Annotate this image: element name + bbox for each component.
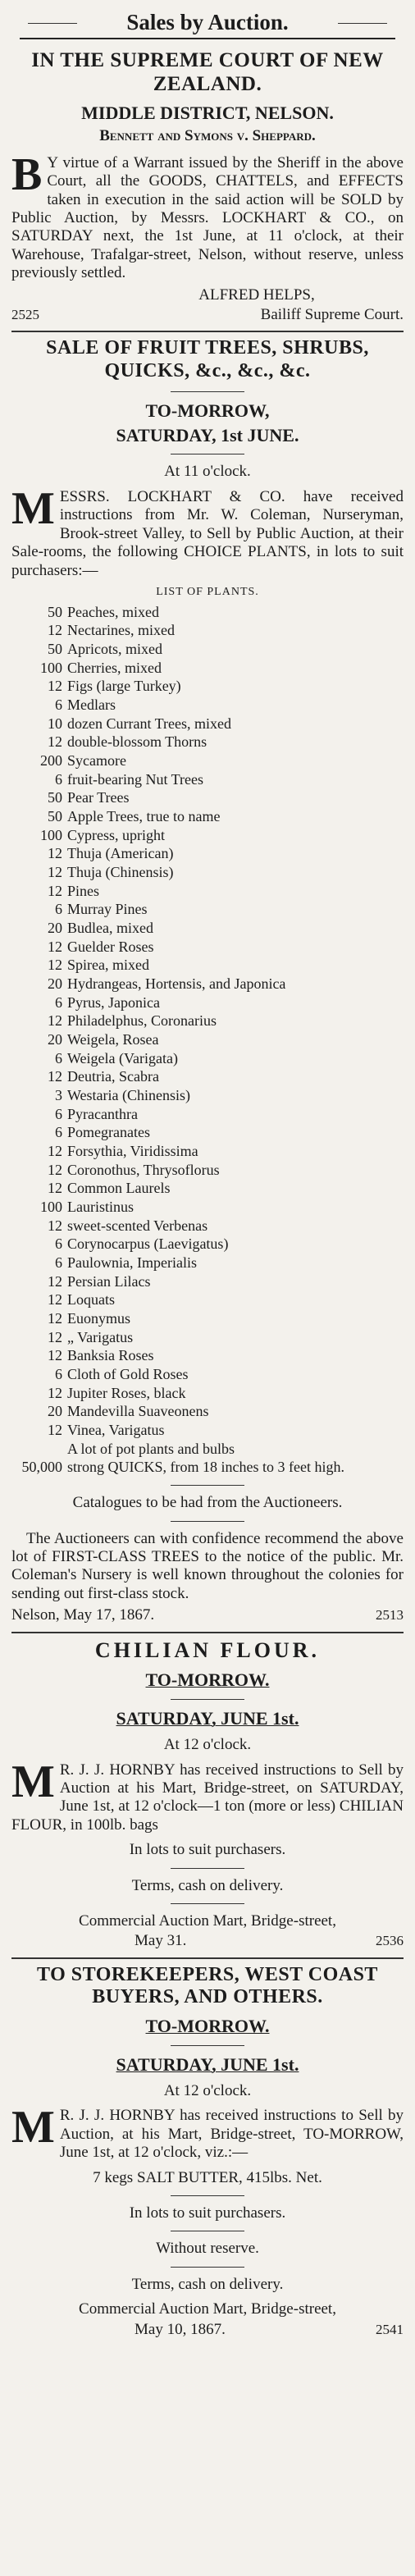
plant-list-item (11, 715, 404, 733)
ad-number: 2536 (376, 1933, 404, 1949)
plant-quantity: 12 (48, 1328, 62, 1345)
plant-name: Weigela, Rosea (67, 1030, 159, 1048)
plant-name: Budlea, mixed (67, 919, 153, 936)
plant-list-item (11, 1086, 404, 1105)
plant-list-item (11, 603, 404, 622)
plant-list-item (11, 1402, 404, 1421)
ad-supreme-court (11, 44, 404, 333)
plant-list-item (11, 882, 404, 901)
plant-quantity: 6 (55, 770, 62, 788)
ad-title: TO STOREKEEPERS, WEST COAST BUYERS, AND OTHERS. (37, 1963, 378, 2008)
plant-name: Jupiter Roses, black (67, 1384, 186, 1401)
plant-quantity: 12 (48, 733, 62, 751)
section-heading: Sales by Auction. (20, 5, 395, 39)
plant-list-heading: LIST OF PLANTS. (156, 585, 259, 598)
plant-quantity: 50 (48, 789, 62, 806)
plant-list-item (11, 1309, 404, 1328)
ad-fruit-trees (11, 332, 404, 1633)
divider (171, 1521, 244, 1522)
ad-signature-line (11, 306, 404, 324)
plant-quantity: 12 (48, 938, 62, 955)
plant-name: Common Laurels (67, 1180, 171, 1197)
ad-body (11, 2102, 404, 2162)
plant-name: Westaria (Chinensis) (67, 1087, 191, 1103)
plant-name: Paulownia, Imperialis (67, 1254, 197, 1272)
ad-body (11, 482, 404, 580)
ad-title: CHILIAN FLOUR. (94, 1637, 321, 1662)
drop-cap: M (11, 482, 55, 534)
plant-list-item (11, 844, 404, 863)
ad-case: Bennett and Symons v. Sheppard. (99, 127, 316, 145)
plant-name: Nectarines, mixed (67, 622, 175, 639)
plant-name: Hydrangeas, Hortensis, and Japonica (67, 975, 286, 992)
plant-quantity: 12 (48, 678, 62, 695)
divider (171, 1699, 244, 1700)
ad-title: IN THE SUPREME COURT OF NEW ZEALAND. (31, 48, 384, 95)
ad-catalogues: Catalogues to be had from the Auctioneers. (72, 1494, 343, 1512)
plant-quantity: 50 (48, 603, 62, 620)
plant-name: Medlars (67, 696, 116, 713)
plant-quantity: 12 (48, 1217, 62, 1234)
plant-name: Cherries, mixed (67, 659, 162, 676)
ad-when-day: TO-MORROW. (145, 2015, 270, 2036)
ad-number: 2541 (376, 2321, 404, 2337)
plant-name: Spirea, mixed (67, 957, 149, 974)
divider (171, 1868, 244, 1869)
plant-name: Pyrus, Japonica (67, 993, 160, 1011)
plant-list-item (11, 770, 404, 789)
plant-name: Pomegranates (67, 1124, 150, 1141)
plant-name: Coronothus, Thrysoflorus (67, 1161, 220, 1178)
plant-list-item (11, 640, 404, 659)
plant-list-item (11, 1421, 404, 1440)
plant-list-item (11, 1384, 404, 1403)
plant-list-item (11, 919, 404, 938)
drop-cap: M (11, 2102, 55, 2154)
plant-list-item (11, 751, 404, 770)
plant-name: Guelder Roses (67, 938, 154, 955)
divider (171, 2045, 244, 2046)
plant-name: Mandevilla Suaveonens (67, 1403, 209, 1420)
plant-list (11, 585, 404, 1477)
ad-time: At 11 o'clock. (164, 463, 251, 481)
plant-list-item (11, 1123, 404, 1142)
plant-list-item (11, 1328, 404, 1347)
plant-quantity: 100 (40, 1199, 62, 1216)
plant-name: Pyracanthra (67, 1105, 138, 1122)
ad-reserve: Without reserve. (156, 2240, 259, 2258)
plant-quantity: 20 (48, 1403, 62, 1420)
ad-when-date: SATURDAY, 1st JUNE. (116, 424, 299, 445)
plant-quantity: 10 (48, 715, 62, 732)
plant-quantity: 50 (48, 640, 62, 657)
plant-name: Weigela (Varigata) (67, 1049, 178, 1066)
plant-name: Thuja (American) (67, 845, 174, 862)
plant-quantity: 20 (48, 975, 62, 992)
ad-terms: Terms, cash on delivery. (131, 1876, 284, 1894)
plant-name: Loquats (67, 1291, 115, 1309)
ad-date-row (11, 1932, 404, 1950)
ad-district: MIDDLE DISTRICT, NELSON. (81, 103, 334, 124)
plant-list-item (11, 863, 404, 882)
plant-name: double-blossom Thorns (67, 733, 208, 751)
plant-list-item (11, 621, 404, 640)
plant-list-item (11, 975, 404, 993)
plant-list-item (11, 1346, 404, 1365)
plant-quantity: 12 (48, 622, 62, 639)
drop-cap: M (11, 1756, 55, 1807)
plant-list-item (11, 938, 404, 957)
plant-quantity: 6 (55, 696, 62, 713)
plant-quantity: 12 (48, 1384, 62, 1401)
ad-storekeepers (11, 1959, 404, 2345)
ad-number: 2525 (11, 306, 39, 322)
plant-name: strong QUICKS, from 18 inches to 3 feet high. (67, 1459, 344, 1476)
plant-quantity: 6 (55, 1049, 62, 1066)
ad-signer-title: Bailiff Supreme Court. (260, 305, 404, 323)
plant-list-item (11, 1105, 404, 1124)
plant-name: sweet-scented Verbenas (67, 1217, 208, 1234)
plant-list-item (11, 1049, 404, 1068)
ad-time: At 12 o'clock. (163, 1736, 252, 1754)
plant-quantity (11, 1440, 67, 1459)
plant-quantity: 50,000 (21, 1459, 62, 1476)
ad-terms: Terms, cash on delivery. (131, 2275, 284, 2293)
plant-list-item (11, 1217, 404, 1235)
ad-when-day: TO-MORROW. (145, 1669, 270, 1691)
ad-when-day: TO-MORROW, (145, 400, 270, 421)
ad-time: At 12 o'clock. (163, 2081, 252, 2099)
plant-quantity: 12 (48, 1422, 62, 1439)
ad-item: 7 kegs SALT BUTTER, 415lbs. Net. (93, 2168, 322, 2186)
plant-quantity: 50 (48, 807, 62, 824)
plant-quantity: 6 (55, 1105, 62, 1122)
plant-list-item (11, 1254, 404, 1272)
plant-name: Cypress, upright (67, 826, 165, 843)
plant-list-item (11, 1067, 404, 1086)
plant-name: Persian Lilacs (67, 1272, 151, 1290)
ad-date: May 10, 1867. (135, 2320, 226, 2338)
plant-name: Sycamore (67, 751, 126, 769)
ad-date-row (11, 2321, 404, 2339)
divider (171, 391, 244, 392)
plant-quantity: 12 (48, 957, 62, 974)
ad-body (11, 148, 404, 283)
plant-name: Deutria, Scabra (67, 1068, 159, 1085)
plant-name: Banksia Roses (67, 1347, 154, 1364)
ad-mart: Commercial Auction Mart, Bridge-street, (79, 2300, 336, 2318)
ad-mart: Commercial Auction Mart, Bridge-street, (79, 1911, 336, 1930)
plant-name: Figs (large Turkey) (67, 678, 181, 695)
plant-quantity: 3 (55, 1087, 62, 1103)
ad-body-text: ESSRS. LOCKHART & CO. have received instructions from Mr. W. Coleman, Nurseryman, Brook-street Valley, to Sell by Public Auction, at their Sale-rooms, the following CHOICE PLANTS, in lots to suit purchasers:— (11, 487, 404, 579)
plant-name: Apricots, mixed (67, 640, 162, 657)
plant-list-item (11, 1290, 404, 1309)
plant-list-item (11, 1161, 404, 1180)
ad-when-date: SATURDAY, JUNE 1st. (116, 1708, 299, 1729)
ad-date: May 31. (135, 1932, 187, 1950)
ad-body (11, 1756, 404, 1835)
ad-number: 2513 (376, 1607, 404, 1624)
ad-body-text: R. J. J. HORNBY has received instructions to Sell by Auction at his Mart, Bridge-street, on SATURDAY, June 1st, at 12 o'clock—1 ton (more or less) CHILIAN FLOUR, in 100lb. bags (11, 1761, 404, 1834)
plant-quantity: 100 (40, 659, 62, 676)
plant-name: dozen Currant Trees, mixed (67, 715, 231, 732)
plant-quantity: 6 (55, 993, 62, 1011)
plant-list-item (11, 1012, 404, 1030)
plant-list-item (11, 1030, 404, 1049)
plant-name: A lot of pot plants and bulbs (67, 1440, 235, 1457)
plant-name: Euonymus (67, 1310, 131, 1327)
plant-list-item (11, 993, 404, 1012)
plant-name: fruit-bearing Nut Trees (67, 770, 203, 788)
plant-quantity: 12 (48, 1012, 62, 1030)
plant-list-item (11, 1142, 404, 1161)
plant-name: Philadelphus, Coronarius (67, 1012, 217, 1030)
plant-name: Pear Trees (67, 789, 130, 806)
divider (171, 2195, 244, 2196)
divider (171, 2267, 244, 2268)
plant-name: Lauristinus (67, 1199, 134, 1216)
plant-quantity: 6 (55, 1124, 62, 1141)
plant-quantity: 12 (48, 1143, 62, 1160)
plant-quantity: 12 (48, 1180, 62, 1197)
plant-quantity: 6 (55, 901, 62, 918)
plant-quantity: 12 (48, 1310, 62, 1327)
plant-list-item (11, 677, 404, 696)
plant-list-item (11, 1440, 404, 1459)
plant-name: Pines (67, 882, 100, 899)
plant-list-item (11, 900, 404, 919)
divider (171, 1903, 244, 1904)
ad-title: SALE OF FRUIT TREES, SHRUBS, QUICKS, &c., &c., &c. (46, 337, 369, 381)
plant-quantity: 12 (48, 1347, 62, 1364)
plant-name: Corynocarpus (Laevigatus) (67, 1235, 229, 1253)
plant-name: Forsythia, Viridissima (67, 1143, 198, 1160)
plant-list-item (11, 807, 404, 826)
plant-quantity: 6 (55, 1366, 62, 1383)
plant-name: „ Varigatus (67, 1328, 134, 1345)
plant-list-item (11, 696, 404, 715)
plant-list-item (11, 733, 404, 751)
plant-list-item (11, 1235, 404, 1254)
plant-list-item (11, 826, 404, 845)
plant-quantity: 6 (55, 1254, 62, 1272)
plant-name: Thuja (Chinensis) (67, 863, 174, 880)
plant-quantity: 12 (48, 1161, 62, 1178)
plant-list-item (11, 788, 404, 807)
plant-quantity: 12 (48, 863, 62, 880)
plant-name: Vinea, Varigatus (67, 1422, 165, 1439)
ad-body-text: R. J. J. HORNBY has received instructions to Sell by Auction, at his Mart, Bridge-street, TO-MORROW, June 1st, at 12 o'clock, viz.:— (59, 2107, 404, 2162)
plant-list-item (11, 1272, 404, 1291)
plant-list-item (11, 1198, 404, 1217)
ad-when-date: SATURDAY, JUNE 1st. (116, 2053, 299, 2075)
plant-list-item (11, 1458, 404, 1477)
plant-name: Murray Pines (67, 901, 148, 918)
plant-quantity: 20 (48, 1030, 62, 1048)
plant-quantity: 12 (48, 845, 62, 862)
plant-quantity: 12 (48, 1272, 62, 1290)
ad-chilian-flour (11, 1633, 404, 1959)
ad-dateline-row (11, 1606, 404, 1624)
plant-list-item (11, 956, 404, 975)
plant-list-item (11, 659, 404, 678)
plant-quantity: 12 (48, 1068, 62, 1085)
plant-quantity: 20 (48, 919, 62, 936)
drop-cap: B (11, 148, 43, 200)
ad-signer: ALFRED HELPS, (198, 285, 315, 304)
plant-name: Peaches, mixed (67, 603, 159, 620)
plant-list-item (11, 1179, 404, 1198)
ad-body-text: Y virtue of a Warrant issued by the Sheriff in the above Court, all the GOODS, CHATTELS, and EFFECTS taken in execution in the said action will be SOLD by Public Auction, by Messrs. LOCKHART & CO., on SATURDAY next, the 1st June, at 11 o'clock, at their Warehouse, Trafalgar-street, Nelson, without reserve, unless previously settled. (11, 153, 404, 282)
plant-quantity: 12 (48, 882, 62, 899)
plant-name: Apple Trees, true to name (67, 807, 221, 824)
plant-quantity: 6 (55, 1235, 62, 1253)
plant-quantity: 12 (48, 1291, 62, 1309)
ad-dateline: Nelson, May 17, 1867. (11, 1606, 155, 1624)
plant-list-item (11, 1365, 404, 1384)
plant-quantity: 100 (40, 826, 62, 843)
divider (171, 1485, 244, 1486)
ad-lots: In lots to suit purchasers. (129, 1841, 286, 1859)
plant-quantity: 200 (40, 751, 62, 769)
ad-recommendation: The Auctioneers can with confidence recommend the above lot of FIRST-CLASS TREES to the notice of the public. Mr. Coleman's Nursery is well known throughout the colonies for sending out first-class stock. (11, 1529, 404, 1602)
plant-name: Cloth of Gold Roses (67, 1366, 189, 1383)
ad-lots: In lots to suit purchasers. (129, 2204, 286, 2222)
